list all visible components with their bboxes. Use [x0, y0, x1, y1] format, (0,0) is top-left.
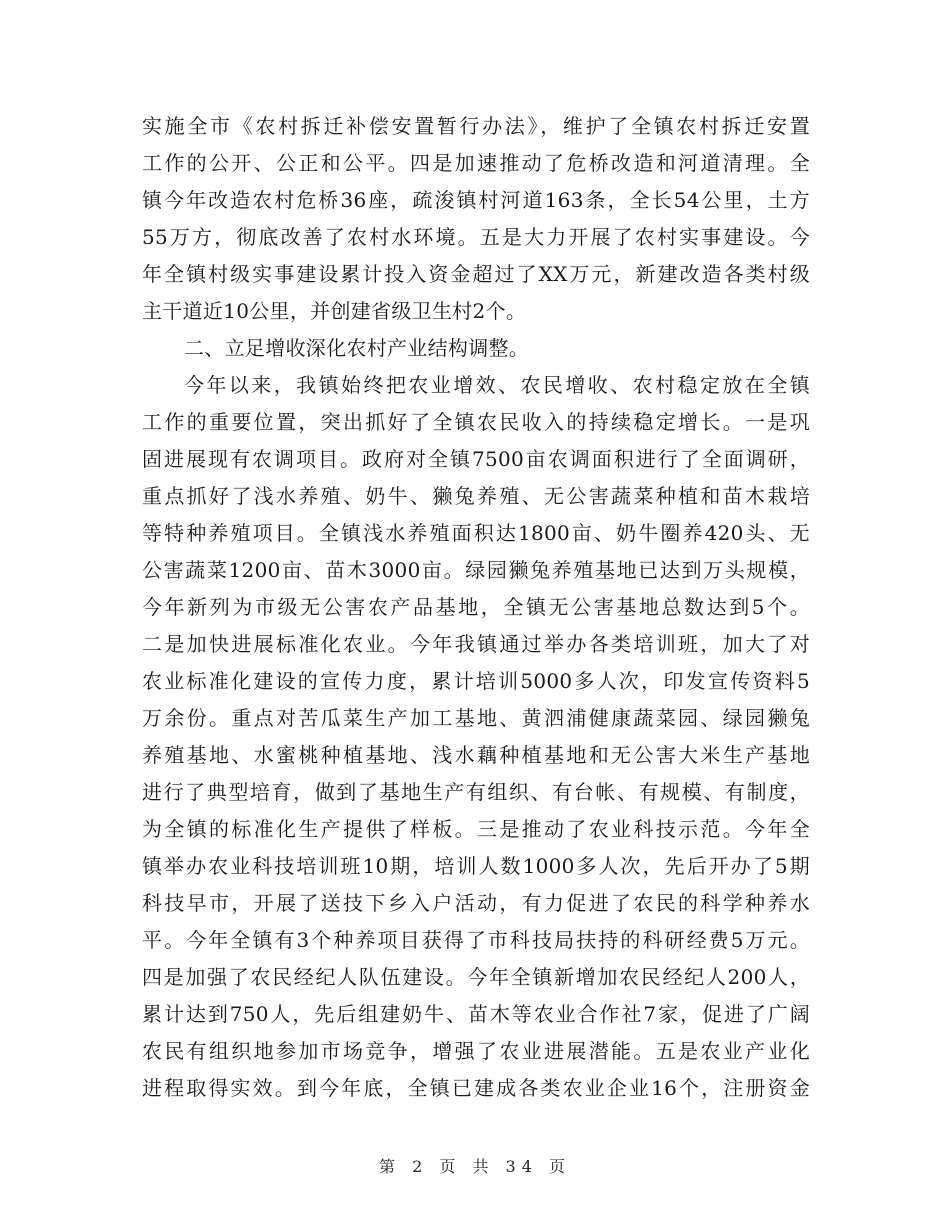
text-line: 实施全市《农村拆迁补偿安置暂行办法》，维护了全镇农村拆迁安置 [142, 114, 810, 138]
text-line: 农民有组织地参加市场竞争，增强了农业进展潜能。五是农业产业化 [142, 1039, 810, 1063]
text-line: 万余份。重点对苦瓜菜生产加工基地、黄泗浦健康蔬菜园、绿园獭兔 [142, 706, 810, 730]
text-line: 养殖基地、水蜜桃种植基地、浅水藕种植基地和无公害大米生产基地 [142, 743, 810, 767]
text-line: 工作的重要位置，突出抓好了全镇农民收入的持续稳定增长。一是巩 [142, 410, 810, 434]
text-line: 主干道近10公里，并创建省级卫生村2个。 [142, 299, 527, 323]
document-body [142, 108, 810, 1107]
section-heading: 二、立足增收深化农村产业结构调整。 [184, 336, 530, 360]
text-line: 固进展现有农调项目。政府对全镇7500亩农调面积进行了全面调研， [142, 447, 810, 471]
text-line: 累计达到750人，先后组建奶牛、苗木等农业合作社7家，促进了广阔 [142, 1002, 810, 1026]
text-line: 重点抓好了浅水养殖、奶牛、獭兔养殖、无公害蔬菜种植和苗木栽培 [142, 484, 810, 508]
text-line: 今年新列为市级无公害农产品基地，全镇无公害基地总数达到5个。 [142, 595, 810, 619]
text-line: 为全镇的标准化生产提供了样板。三是推动了农业科技示范。今年全 [142, 817, 810, 841]
text-line: 进程取得实效。到今年底，全镇已建成各类农业企业16个，注册资金 [142, 1076, 810, 1100]
page-number-footer: 第 2 页 共 34 页 [379, 1157, 571, 1176]
text-line: 55万方，彻底改善了农村水环境。五是大力开展了农村实事建设。今 [142, 225, 810, 249]
text-line: 科技早市，开展了送技下乡入户活动，有力促进了农民的科学种养水 [142, 891, 810, 915]
text-line: 镇今年改造农村危桥36座，疏浚镇村河道163条，全长54公里，土方 [142, 188, 810, 212]
text-line: 公害蔬菜1200亩、苗木3000亩。绿园獭兔养殖基地已达到万头规模， [142, 558, 810, 582]
text-line: 二是加快进展标准化农业。今年我镇通过举办各类培训班，加大了对 [142, 632, 810, 656]
text-line: 年全镇村级实事建设累计投入资金超过了XX万元，新建改造各类村级 [142, 262, 810, 286]
text-line: 等特种养殖项目。全镇浅水养殖面积达1800亩、奶牛圈养420头、无 [142, 521, 810, 545]
text-line: 四是加强了农民经纪人队伍建设。今年全镇新增加农民经纪人200人， [142, 965, 810, 989]
text-line: 镇举办农业科技培训班10期，培训人数1000多人次，先后开办了5期 [142, 854, 810, 878]
text-line: 工作的公开、公正和公平。四是加速推动了危桥改造和河道清理。全 [142, 151, 810, 175]
text-line: 今年以来，我镇始终把农业增效、农民增收、农村稳定放在全镇 [184, 373, 810, 397]
text-line: 农业标准化建设的宣传力度，累计培训5000多人次，印发宣传资料5 [142, 669, 810, 693]
text-line: 平。今年全镇有3个种养项目获得了市科技局扶持的科研经费5万元。 [142, 928, 810, 952]
text-line: 进行了典型培育，做到了基地生产有组织、有台帐、有规模、有制度， [142, 780, 810, 804]
